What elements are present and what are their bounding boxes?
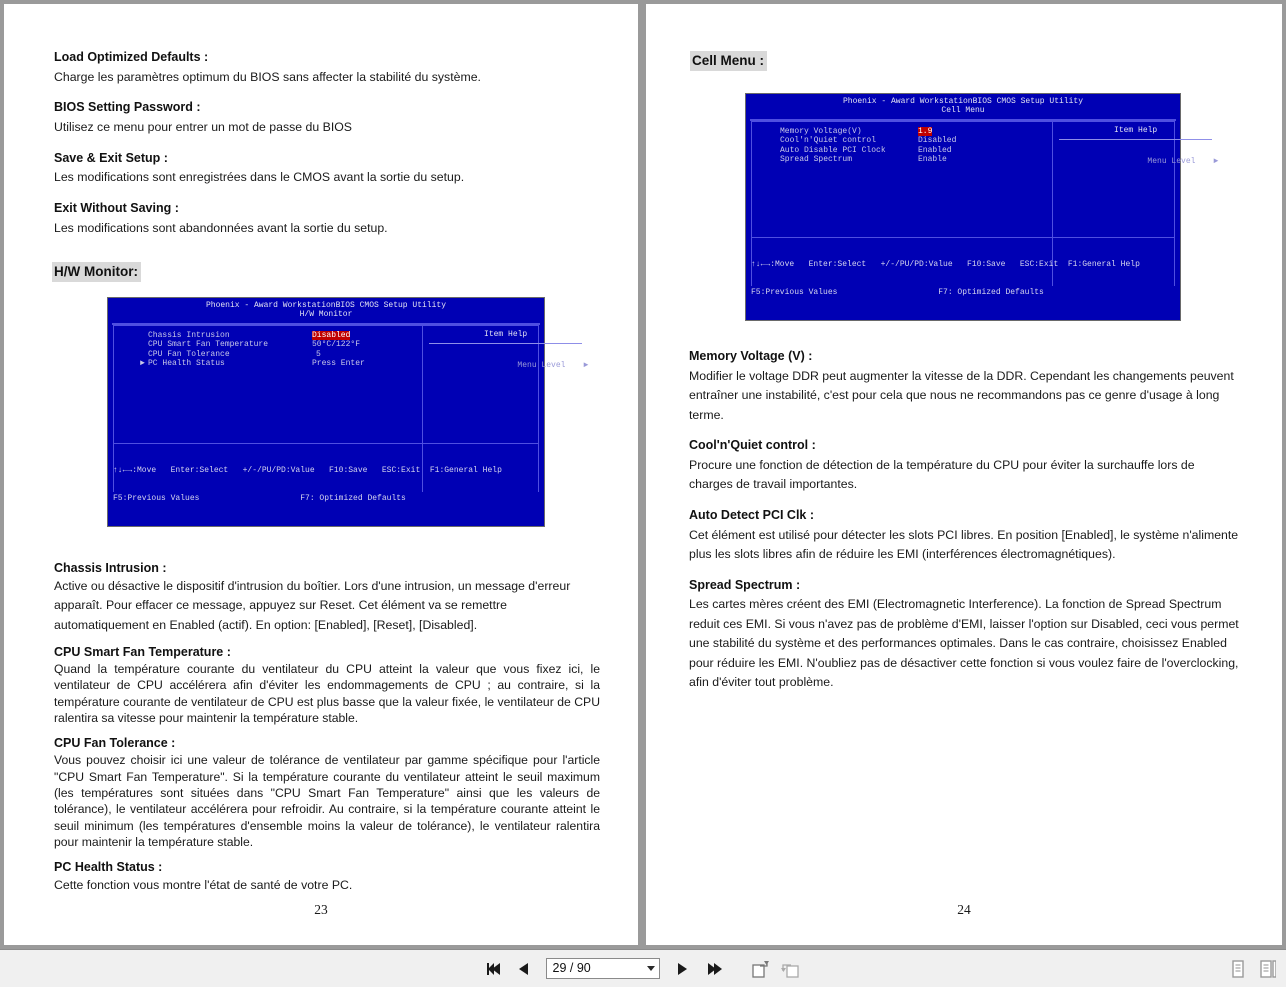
section-block: [54, 99, 594, 137]
bios-setting-label: Cool'n'Quiet control: [780, 136, 877, 146]
description-heading: Auto Detect PCI Clk :: [689, 507, 815, 522]
page-number-combobox[interactable]: [546, 958, 660, 979]
description-body: Les cartes mères créent des EMI (Electromagnetic Interference). La fonction de Spread Spectrum reduit ces EMI. Si vous n'avez pas de problème d'EMI, laisser l'option sur Disabled, ceci vous permet une stabilité du système et des performances optimales. Dans le cas contraire, choisissez Enabled pour réduire les EMI. N'oubliez pas de désactiver cette fonction si vous voulez faire de l'overclocking, afin d'éviter tout problème.: [689, 597, 1239, 690]
bios-setting-label: CPU Smart Fan Temperature: [148, 340, 269, 350]
bios-setting-row[interactable]: [122, 331, 422, 340]
bios-setting-value[interactable]: Disabled: [918, 136, 957, 146]
section-heading: Save & Exit Setup :: [54, 150, 168, 165]
section-block: [54, 150, 594, 188]
document-page-right: [646, 4, 1282, 945]
last-page-button[interactable]: [704, 958, 726, 980]
page-indicator-value: 29 / 90: [552, 961, 591, 975]
bios-setting-value[interactable]: Enable: [918, 155, 947, 165]
menu-level-arrow-icon: ►: [583, 360, 589, 370]
bios-screenshot-hw-monitor: [107, 297, 589, 527]
page-navigation-group: [484, 958, 803, 980]
fit-width-button[interactable]: [779, 958, 803, 980]
bios-title-line2: H/W Monitor: [299, 310, 353, 320]
bios-setting-row[interactable]: [760, 146, 1052, 155]
bios-footer-line2: F5:Previous Values F7: Optimized Defaults: [113, 493, 406, 503]
section-body: Les modifications sont abandonnées avant la sortie du setup.: [54, 220, 388, 235]
bios-row-arrow-icon: ►: [140, 359, 145, 369]
menu-level-label: Menu Level: [1147, 156, 1196, 166]
description-block: [54, 560, 600, 635]
viewer-toolbar: [0, 949, 1286, 987]
bios-setting-label: Memory Voltage(V): [780, 127, 862, 136]
description-body: Procure une fonction de détection de la température du CPU pour éviter la surchauffe lors de charges de travail importantes.: [689, 458, 1195, 492]
description-block: [689, 577, 1239, 693]
menu-level-label: Menu Level: [517, 360, 566, 370]
bios-setting-label: CPU Fan Tolerance: [148, 349, 230, 359]
bios-setting-row[interactable]: [122, 340, 422, 349]
section-body: Charge les paramètres optimum du BIOS sans affecter la stabilité du système.: [54, 69, 481, 84]
bios-setting-value[interactable]: 1.9: [918, 127, 933, 136]
description-body: Vous pouvez choisir ici une valeur de tolérance de ventilateur par gamme spécifique pour l'article "CPU Smart Fan Temperature". Si la température courante du ventilateur atteint le seuil maximum (les températures sont situées dans "CPU Smart Fan Temperature" ainsi que les valeurs de tolérance), le ventilateur accélérera pour refroidir. Au contraire, si la température courante atteint le seuil minimum (les températures d'ensemble moins la valeur de tolérance), le ventilateur ralentira pour maintenir la température stable.: [54, 753, 600, 849]
menu-level-row: [1053, 140, 1218, 175]
bios-setting-value[interactable]: 50°C/122°F: [312, 340, 361, 350]
section-body: Utilisez ce menu pour entrer un mot de passe du BIOS: [54, 120, 353, 135]
single-page-view-button[interactable]: [1228, 958, 1248, 980]
section-heading: Load Optimized Defaults :: [54, 50, 209, 64]
chevron-down-icon[interactable]: [647, 966, 655, 971]
highlight-heading-cell-menu: Cell Menu :: [690, 51, 767, 71]
section-block: [54, 200, 594, 238]
page-number-label: 24: [957, 902, 971, 917]
description-body: Modifier le voltage DDR peut augmenter la vitesse de la DDR. Cependant les changements peuvent entraîner une instabilité, c'est pour cela que nous ne recommandons pas ce genre d'usage à long terme.: [689, 368, 1234, 422]
bios-setting-label: PC Health Status: [148, 359, 225, 369]
bios-footer-line1: ↑↓←→:Move Enter:Select +/-/PU/PD:Value F10:Save ESC:Exit F1:General Help: [751, 259, 1140, 269]
description-block: [689, 348, 1239, 425]
bios-setting-row[interactable]: [760, 127, 1052, 136]
section-block: [54, 49, 594, 87]
bios-footer-line2: F5:Previous Values F7: Optimized Defaults: [751, 287, 1044, 297]
bios-setting-row[interactable]: [122, 350, 422, 359]
bios-setting-label: Auto Disable PCI Clock: [780, 145, 886, 155]
description-block: [54, 644, 600, 726]
bios-title: [108, 298, 544, 320]
bios-setting-label: Spread Spectrum: [780, 155, 853, 165]
description-block: [689, 507, 1239, 565]
bios-setting-value[interactable]: Disabled: [312, 331, 351, 340]
bios-setting-value[interactable]: Enabled: [918, 145, 952, 155]
description-heading: PC Health Status :: [54, 860, 163, 875]
section-heading: Exit Without Saving :: [54, 200, 179, 215]
page-number-label: 23: [314, 902, 328, 917]
description-heading: Chassis Intrusion :: [54, 561, 167, 575]
bios-title-line1: Phoenix - Award WorkstationBIOS CMOS Setup Utility: [205, 301, 447, 310]
bios-title-line2: Cell Menu: [941, 106, 985, 116]
section-body: Les modifications sont enregistrées dans le CMOS avant la sortie du setup.: [54, 170, 465, 185]
description-heading: CPU Fan Tolerance :: [54, 736, 176, 751]
bios-setting-row[interactable]: [760, 155, 1052, 164]
bios-setting-row[interactable]: [760, 136, 1052, 145]
bios-setting-value[interactable]: 5: [316, 349, 321, 359]
bios-setting-value[interactable]: Press Enter: [312, 359, 365, 369]
bios-footer-hints: [751, 237, 1175, 316]
description-block: [54, 859, 600, 895]
bios-title-line1: Phoenix - Award WorkstationBIOS CMOS Setup Utility: [842, 97, 1084, 106]
description-block: [54, 735, 600, 850]
section-heading: BIOS Setting Password :: [54, 100, 201, 115]
description-body: Cette fonction vous montre l'état de santé de votre PC.: [54, 878, 353, 893]
continuous-view-button[interactable]: [1258, 958, 1278, 980]
bios-title: [746, 94, 1180, 116]
menu-level-arrow-icon: ►: [1213, 156, 1219, 166]
description-heading: Cool'n'Quiet control :: [689, 438, 816, 453]
description-body: Cet élément est utilisé pour détecter les slots PCI libres. En position [Enabled], le système n'alimente plus les slots libres afin de réduire les EMI (interférences électromagnétiques).: [689, 527, 1239, 562]
bios-setting-row[interactable]: [122, 359, 422, 368]
first-page-button[interactable]: [484, 958, 506, 980]
next-page-button[interactable]: [671, 958, 693, 980]
highlight-heading-hw-monitor: H/W Monitor:: [52, 262, 141, 282]
description-heading: Memory Voltage (V) :: [689, 349, 813, 363]
bios-footer-hints: [113, 443, 539, 522]
view-mode-group: [1228, 958, 1278, 980]
previous-page-button[interactable]: [513, 958, 535, 980]
description-block: [689, 437, 1239, 495]
bios-screenshot-cell-menu: [745, 93, 1219, 321]
item-help-title: Item Help: [484, 330, 528, 339]
description-heading: Spread Spectrum :: [689, 577, 801, 592]
description-body: Quand la température courante du ventilateur du CPU atteint la valeur que vous fixez ici, le ventilateur de CPU accélérera afin d'éviter les endommagements de CPU ; au contraire, si la température courante de ventilateur de CPU est plus basse que la valeur fixée, le ventilateur de CPU ralentira sa vitesse pour maintenir la température stable.: [54, 662, 600, 726]
description-body: Active ou désactive le dispositif d'intrusion du boîtier. Lors d'une intrusion, un message d'erreur apparaît. Pour effacer ce message, appuyez sur Reset. Cet élément va se remettre automatiquement en Enabled (actif). En option: [Enabled], [Reset], [Disabled].: [54, 578, 571, 632]
document-page-left: [4, 4, 638, 945]
bios-setting-label: Chassis Intrusion: [148, 331, 230, 340]
bios-footer-line1: ↑↓←→:Move Enter:Select +/-/PU/PD:Value F10:Save ESC:Exit F1:General Help: [113, 465, 502, 475]
item-help-title: Item Help: [1114, 126, 1158, 135]
fit-page-button[interactable]: [748, 958, 772, 980]
menu-level-row: [423, 344, 588, 379]
description-heading: CPU Smart Fan Temperature :: [54, 645, 231, 660]
